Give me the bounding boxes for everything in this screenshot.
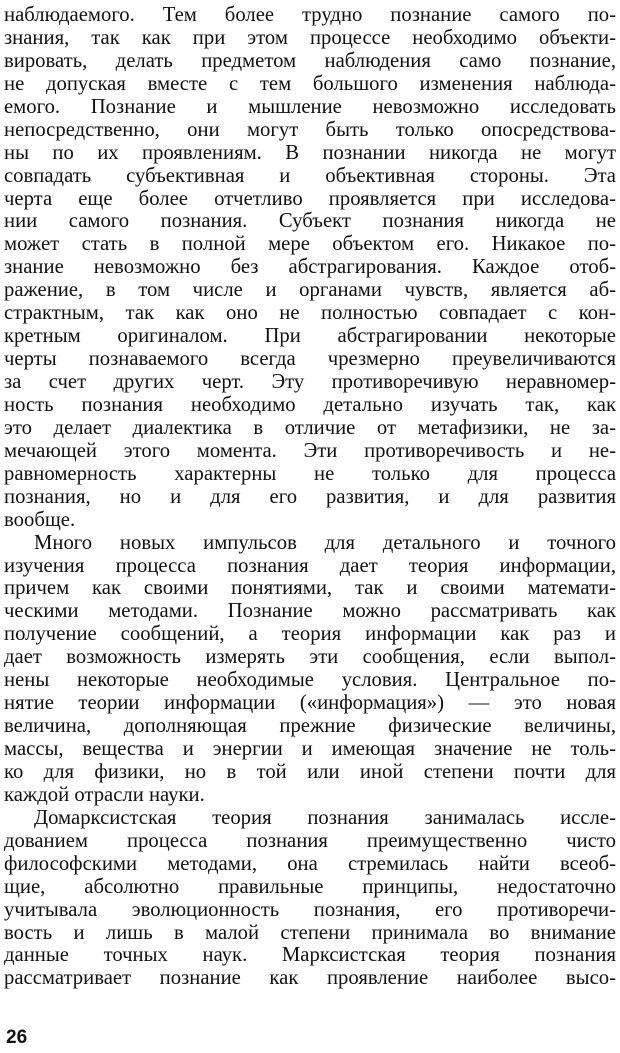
text-line: нены некоторые необходимые условия. Центральное по-: [4, 669, 616, 692]
text-line: черты познаваемого всегда чрезмерно преувеличиваются: [4, 348, 616, 371]
text-line: ко для физики, но в той или иной степени почти для: [4, 760, 616, 783]
text-line: Много новых импульсов для детального и точного: [34, 531, 616, 554]
text-line: нии самого познания. Субъект познания никогда не: [4, 210, 616, 233]
text-line: причем как своими понятиями, так и своими математи-: [4, 577, 616, 600]
text-line: не допуская вместе с тем большого изменения наблюда-: [4, 72, 616, 95]
text-line: изучения процесса познания дает теория информации,: [4, 554, 616, 577]
text-line: это делает диалектика в отличие от метафизики, не за-: [4, 416, 616, 439]
text-line: щие, абсолютно правильные принципы, недостаточно: [4, 875, 616, 898]
text-line: получение сообщений, а теория информации как раз и: [4, 623, 616, 646]
text-line: мечающей этого момента. Эти противоречивость и не-: [4, 439, 616, 462]
body-text: [4, 4, 616, 990]
text-line: дает возможность измерять эти сообщения, если выпол-: [4, 646, 616, 669]
text-line: черта еще более отчетливо проявляется при исследова-: [4, 187, 616, 210]
text-line: учитывала эволюционность познания, его противоречи-: [4, 898, 616, 921]
text-line: познания, но и для его развития, и для развития: [4, 485, 616, 508]
text-line: совпадать субъективная и объективная стороны. Эта: [4, 164, 616, 187]
text-line: наблюдаемого. Тем более трудно познание самого по-: [4, 4, 616, 26]
text-line: величина, дополняющая прежние физические величины,: [4, 715, 616, 738]
text-line: ческими методами. Познание можно рассматривать как: [4, 600, 616, 623]
text-line: знание невозможно без абстрагирования. Каждое отоб-: [4, 256, 616, 279]
text-line: дованием процесса познания преимущественно чисто: [4, 829, 616, 852]
text-line: за счет других черт. Эту противоречивую неравномер-: [4, 371, 616, 393]
text-line: равномерность характерны не только для процесса: [4, 462, 616, 485]
text-line: каждой отрасли науки.: [4, 783, 205, 806]
text-line: рассматривает познание как проявление наиболее высо-: [4, 967, 616, 990]
text-line: вость и лишь в малой степени принимала во внимание: [4, 921, 616, 944]
text-line: непосредственно, они могут быть только опосредствова-: [4, 118, 616, 141]
text-line: нятие теории информации («информация») — это новая: [4, 692, 616, 715]
page-number: 26: [6, 1027, 28, 1048]
text-line: вообще.: [4, 508, 76, 531]
text-line: массы, вещества и энергии и имеющая значение не толь-: [4, 738, 616, 760]
text-line: знания, так как при этом процессе необходимо объекти-: [4, 26, 616, 49]
text-line: вировать, делать предметом наблюдения само познание,: [4, 49, 616, 72]
text-line: ность познания необходимо детально изучать так, как: [4, 393, 616, 416]
text-line: может стать в полной мере объектом его. Никакое по-: [4, 233, 616, 256]
text-line: ны по их проявлениям. В познании никогда не могут: [4, 141, 616, 164]
text-line: Домарксистская теория познания занималась иссле-: [34, 806, 616, 829]
text-line: философскими методами, она стремилась найти всеоб-: [4, 852, 616, 875]
text-line: страктным, так как оно не полностью совпадает с кон-: [4, 302, 616, 325]
text-line: кретным оригиналом. При абстрагировании некоторые: [4, 325, 616, 348]
text-line: емого. Познание и мышление невозможно исследовать: [4, 95, 616, 118]
text-line: ражение, в том числе и органами чувств, является аб-: [4, 279, 616, 302]
text-line: данные точных наук. Марксистская теория познания: [4, 944, 616, 967]
